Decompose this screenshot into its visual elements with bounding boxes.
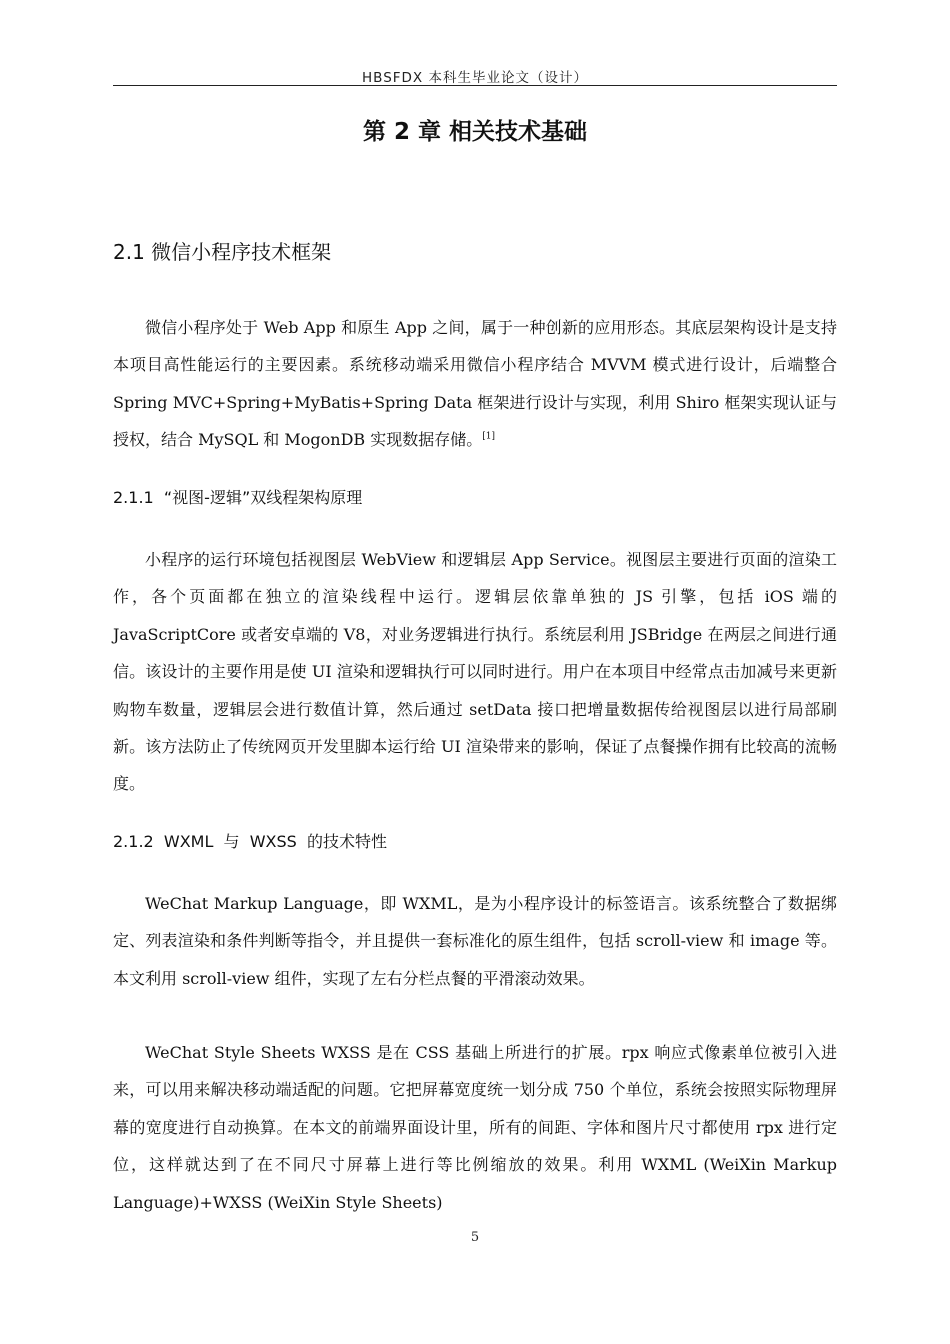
page-header: HBSFDX 本科生毕业论文（设计） <box>362 70 588 86</box>
page-number: 5 <box>470 1230 480 1245</box>
citation-marker: [1] <box>482 431 496 442</box>
section-heading-2-1: 2.1 微信小程序技术框架 <box>113 240 332 264</box>
paragraph-1-text: 微信小程序处于 Web App 和原生 App 之间，属于一种创新的应用形态。其底层架构设计是支持本项目高性能运行的主要因素。系统移动端采用微信小程序结合 MVVM 模式进行设计，后端整合 Spring MVC+Spring+MyBatis+Spring Data 框架进行设计与实现，利用 Shiro 框架实现认证与授权，结合 MySQL 和 MogonDB 实现数据存储。 <box>113 318 837 450</box>
paragraph-3: WeChat Markup Language，即 WXML，是为小程序设计的标签语言。该系统整合了数据绑定、列表渲染和条件判断等指令，并且提供一套标准化的原生组件，包括 scroll-view 和 image 等。本文利用 scroll-view 组件，实现了左右分栏点餐的平滑滚动效果。 <box>113 894 837 988</box>
chapter-title: 第 2 章 相关技术基础 <box>362 119 588 145</box>
paragraph-4: WeChat Style Sheets WXSS 是在 CSS 基础上所进行的扩展。rpx 响应式像素单位被引入进来，可以用来解决移动端适配的问题。它把屏幕宽度统一划分成 750 个单位，系统会按照实际物理屏幕的宽度进行自动换算。在本文的前端界面设计里，所有的间距、字体和图片尺寸都使用 rpx 进行定位，这样就达到了在不同尺寸屏幕上进行等比例缩放的效果。利用 WXML (WeiXin Markup Language)+WXSS (WeiXin Style Sheets) <box>113 1043 837 1212</box>
header-divider <box>113 85 837 86</box>
paragraph-2: 小程序的运行环境包括视图层 WebView 和逻辑层 App Service。视图层主要进行页面的渲染工作，各个页面都在独立的渲染线程中运行。逻辑层依靠单独的 JS 引擎，包括 iOS 端的 JavaScriptCore 或者安卓端的 V8，对业务逻辑进行执行。系统层利用 JSBridge 在两层之间进行通信。该设计的主要作用是使 UI 渲染和逻辑执行可以同时进行。用户在本项目中经常点击加减号来更新购物车数量，逻辑层会进行数值计算，然后通过 setData 接口把增量数据传给视图层以进行局部刷新。该方法防止了传统网页开发里脚本运行给 UI 渲染带来的影响，保证了点餐操作拥有比较高的流畅度。 <box>113 550 837 794</box>
paragraph-1 <box>113 309 837 459</box>
subsection-heading-2-1-1: 2.1.1 “视图-逻辑”双线程架构原理 <box>113 488 363 507</box>
subsection-heading-2-1-2: 2.1.2 WXML 与 WXSS 的技术特性 <box>113 832 387 851</box>
